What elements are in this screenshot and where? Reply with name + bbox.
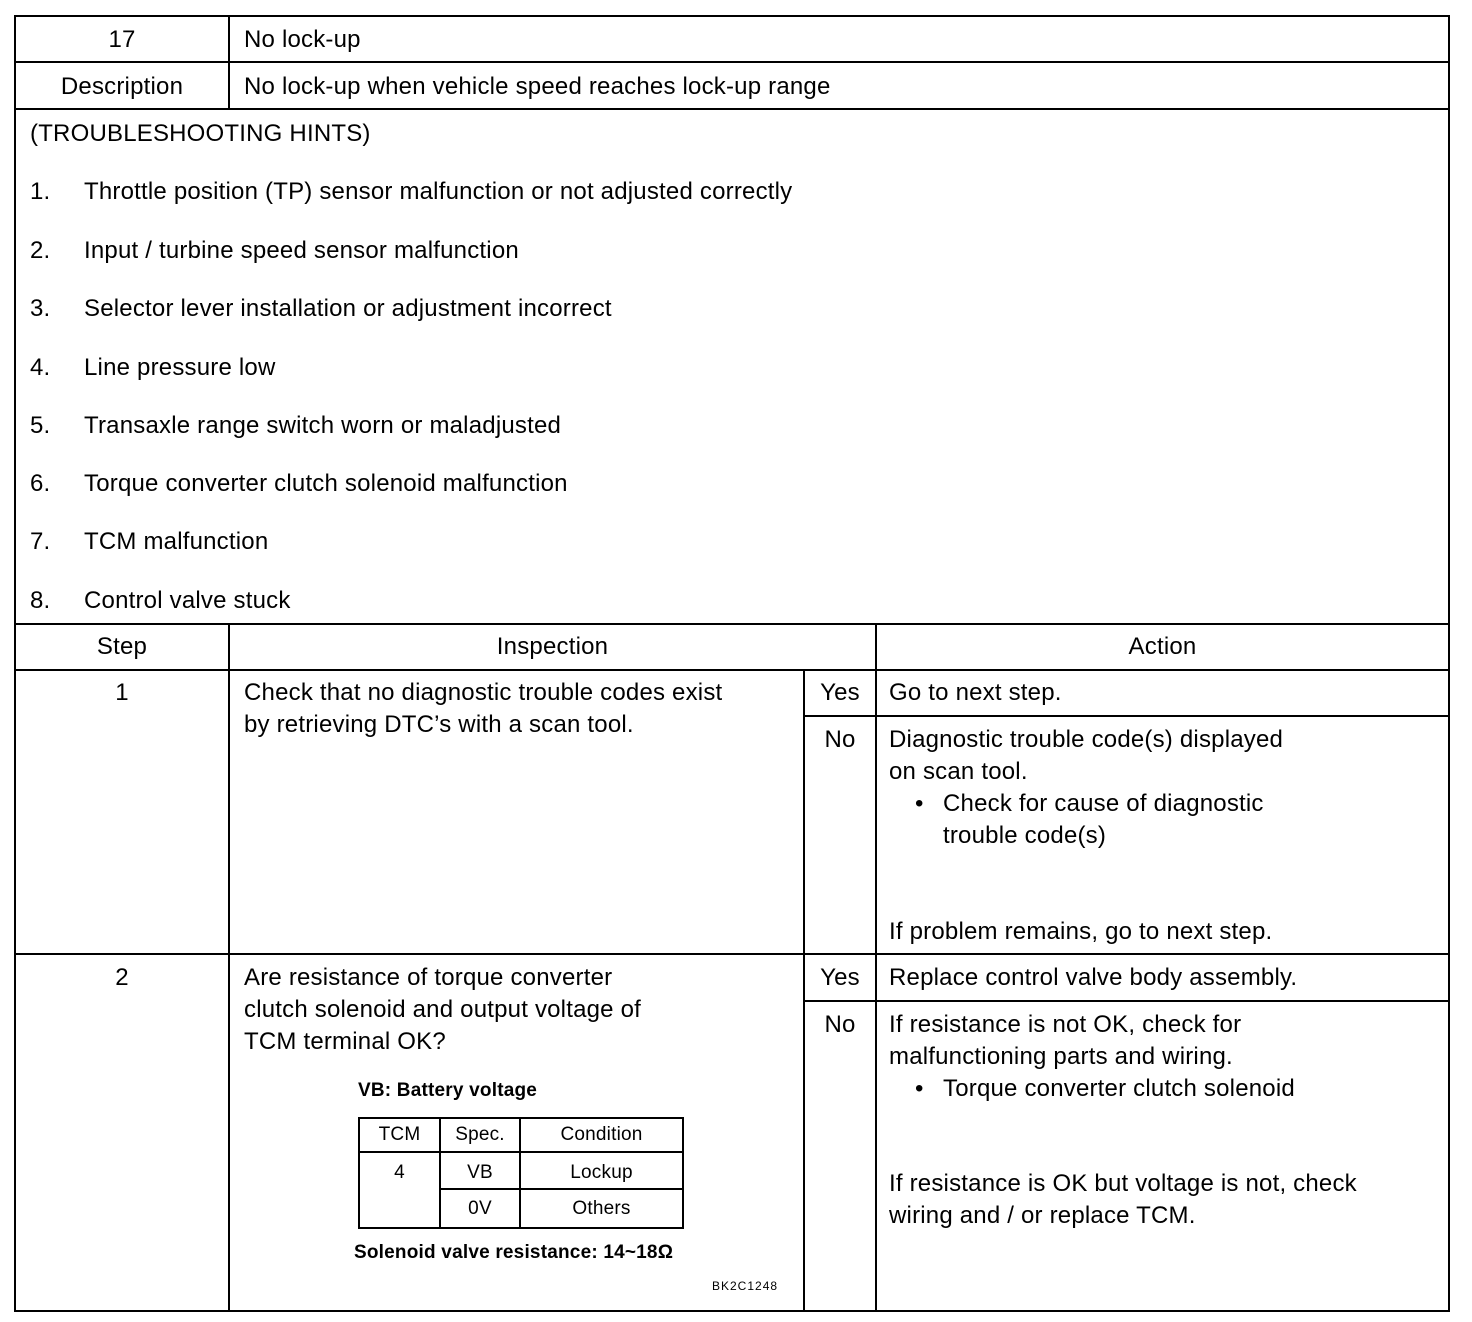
no-bullet-text: Torque converter clutch solenoid — [943, 1075, 1295, 1102]
hint-number: 1. — [30, 178, 51, 205]
no-action: malfunctioning parts and wiring. — [889, 1043, 1233, 1070]
resistance-note: Solenoid valve resistance: 14~18Ω — [354, 1242, 674, 1263]
no-label: No — [824, 1011, 856, 1038]
column-header-step: Step — [96, 633, 148, 660]
rule — [358, 1151, 684, 1153]
no-label: No — [824, 726, 856, 753]
column-header-inspection: Inspection — [496, 633, 609, 660]
inspection-text: Are resistance of torque converter — [244, 964, 613, 991]
step-number: 2 — [115, 964, 129, 991]
hint-text: Input / turbine speed sensor malfunction — [84, 237, 519, 264]
inspection-text: by retrieving DTC’s with a scan tool. — [244, 711, 634, 738]
spec-terminal: 4 — [394, 1162, 405, 1183]
hint-number: 4. — [30, 354, 51, 381]
inspection-text: clutch solenoid and output voltage of — [244, 996, 642, 1023]
hints-heading: (TROUBLESHOOTING HINTS) — [30, 120, 371, 147]
hint-text: Torque converter clutch solenoid malfunction — [84, 470, 568, 497]
no-footer: If resistance is OK but voltage is not, check — [889, 1170, 1357, 1197]
inspection-text: TCM terminal OK? — [244, 1028, 446, 1055]
rule — [875, 623, 877, 1312]
hint-text: Selector lever installation or adjustment incorrect — [84, 295, 612, 322]
hint-number: 5. — [30, 412, 51, 439]
no-footer: If problem remains, go to next step. — [889, 918, 1273, 945]
yes-action: Go to next step. — [889, 679, 1062, 706]
no-action: If resistance is not OK, check for — [889, 1011, 1242, 1038]
spec-condition: Lockup — [570, 1162, 633, 1183]
spec-header-spec: Spec. — [455, 1124, 505, 1145]
hint-number: 2. — [30, 237, 51, 264]
yes-label: Yes — [820, 964, 860, 991]
no-bullet-text: Check for cause of diagnostic — [943, 790, 1264, 817]
description-text: No lock-up when vehicle speed reaches lock-up range — [244, 73, 831, 100]
yes-action: Replace control valve body assembly. — [889, 964, 1298, 991]
spec-value: VB — [467, 1162, 493, 1183]
spec-header-condition: Condition — [560, 1124, 643, 1145]
rule — [440, 1188, 684, 1190]
column-header-action: Action — [1128, 633, 1197, 660]
hint-text: Line pressure low — [84, 354, 276, 381]
title-cell: No lock-up — [244, 26, 361, 53]
hint-text: TCM malfunction — [84, 528, 269, 555]
hint-text: Control valve stuck — [84, 587, 291, 614]
hint-number: 3. — [30, 295, 51, 322]
inspection-text: Check that no diagnostic trouble codes exist — [244, 679, 723, 706]
hint-number: 8. — [30, 587, 51, 614]
no-bullet-text: trouble code(s) — [943, 822, 1107, 849]
hint-number: 7. — [30, 528, 51, 555]
description-label: Description — [60, 73, 184, 100]
spec-condition: Others — [572, 1198, 631, 1219]
yes-label: Yes — [820, 679, 860, 706]
no-action: Diagnostic trouble code(s) displayed — [889, 726, 1284, 753]
bullet-icon: • — [915, 1075, 924, 1102]
step-number: 1 — [115, 679, 129, 706]
hint-number: 6. — [30, 470, 51, 497]
rule — [803, 1000, 1450, 1002]
code-cell: 17 — [108, 26, 136, 53]
no-footer: wiring and / or replace TCM. — [889, 1202, 1196, 1229]
rule — [228, 15, 230, 110]
no-action: on scan tool. — [889, 758, 1028, 785]
spec-caption: VB: Battery voltage — [358, 1080, 538, 1101]
rule — [228, 623, 230, 1312]
bullet-icon: • — [915, 790, 924, 817]
hint-text: Throttle position (TP) sensor malfunction or not adjusted correctly — [84, 178, 793, 205]
hint-text: Transaxle range switch worn or maladjusted — [84, 412, 562, 439]
spec-header-tcm: TCM — [378, 1124, 421, 1145]
rule — [803, 715, 1450, 717]
figure-id: BK2C1248 — [712, 1279, 779, 1293]
spec-value: 0V — [468, 1198, 492, 1219]
